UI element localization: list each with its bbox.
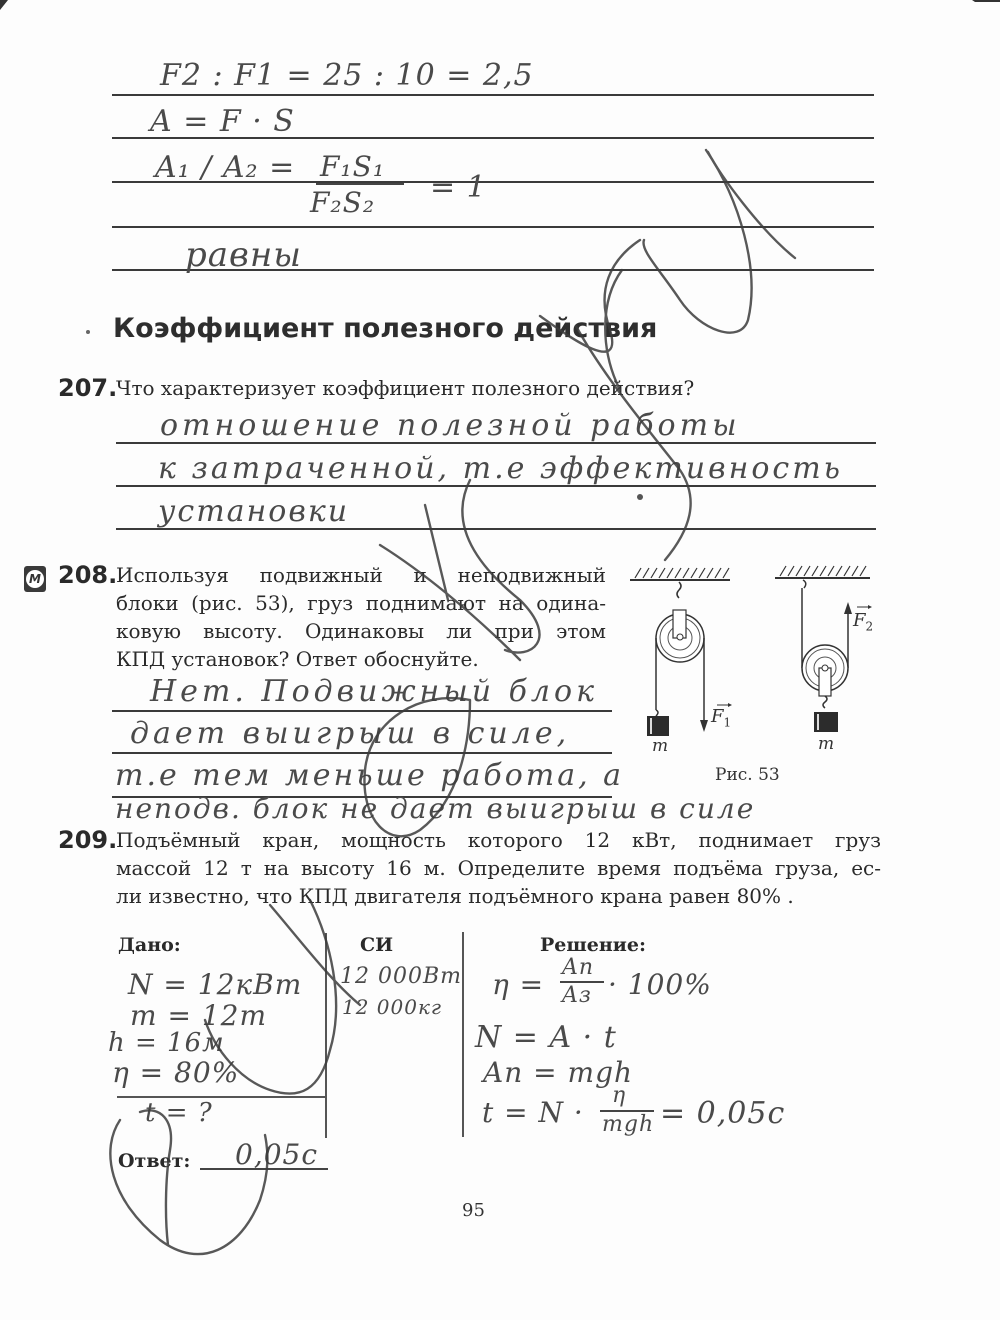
handwritten-work-ratio-denominator: F₂S₂ <box>310 186 376 219</box>
answer-208-line-1: Нет. Подвижный блок <box>150 674 598 709</box>
handwritten-equal-word: равны <box>185 235 302 275</box>
solution-final-rhs: = 0,05с <box>660 1096 786 1131</box>
si-mass: 12 000кг <box>342 995 443 1019</box>
section-title: Коэффициент полезного действия <box>113 313 658 344</box>
question-209-line-1: Подъёмный кран, мощность которого 12 кВт, поднимает груз <box>116 828 881 852</box>
given-height: h = 16м <box>108 1028 225 1058</box>
answer-207-line-2: к затраченной, т.е эффективность <box>158 451 843 486</box>
solution-final-denominator: mgh <box>602 1112 655 1137</box>
pulley-diagram <box>625 560 885 800</box>
question-209-line-3: ли известно, что КПД двигателя подъёмного крана равен 80% . <box>116 884 794 908</box>
answer-208-line-4: неподв. блок не дает выигрыш в силе <box>115 792 756 825</box>
solution-work-formula: Aп = mgh <box>483 1056 634 1089</box>
figure-caption: Рис. 53 <box>715 765 780 785</box>
question-208-line-2: блоки (рис. 53), груз поднимают на одина- <box>116 591 606 615</box>
handwritten-work-ratio-numerator: F₁S₁ <box>320 150 386 183</box>
question-number-209: 209. <box>58 826 118 854</box>
question-208-line-1: Используя подвижный и неподвижный <box>116 563 606 587</box>
solution-eta-lhs: η = <box>492 968 545 1001</box>
handwritten-work-ratio-rhs: = 1 <box>430 170 487 205</box>
solution-eta-denominator: Aз <box>562 983 592 1008</box>
force-f1-label: $F_1$ <box>711 706 732 730</box>
solution-final-numerator: η <box>612 1083 627 1108</box>
handwritten-work-formula: A = F · S <box>150 104 295 139</box>
question-208-line-3: ковую высоту. Одинаковы ли при этом <box>116 619 606 643</box>
solution-power-formula: N = A · t <box>475 1020 617 1055</box>
column-divider <box>462 932 464 1137</box>
ruled-line <box>112 226 874 228</box>
solution-label: Решение: <box>540 934 646 956</box>
question-207-text: Что характеризует коэффициент полезного действия? <box>116 376 695 400</box>
ruled-line <box>112 710 612 712</box>
ruled-line <box>112 94 874 96</box>
answer-208-line-3: т.е тем меньше работа, а <box>115 758 625 793</box>
find-time: t = ? <box>145 1098 213 1128</box>
mass-label-left: m <box>652 736 669 756</box>
question-number-207: 207. <box>58 374 118 402</box>
page-number: 95 <box>462 1200 485 1221</box>
force-f2-label: $F_2$ <box>853 610 874 634</box>
question-number-208: 208. <box>58 561 118 589</box>
given-power: N = 12кВт <box>128 968 303 1001</box>
solution-final-lhs: t = N · <box>482 1096 584 1129</box>
bullet-dot <box>86 330 90 334</box>
si-power: 12 000Вт <box>340 964 463 989</box>
solution-eta-numerator: Aп <box>562 955 595 980</box>
question-209-line-2: массой 12 т на высоту 16 м. Определите время подъёма груза, ес- <box>116 856 881 880</box>
handwritten-force-ratio: F2 : F1 = 25 : 10 = 2,5 <box>160 58 534 93</box>
m-badge-icon: М <box>24 566 46 592</box>
handwritten-work-ratio-lhs: A₁ / A₂ = <box>155 150 296 185</box>
si-label: СИ <box>360 934 394 956</box>
given-efficiency: η = 80% <box>112 1056 240 1089</box>
figure-53 <box>625 560 885 800</box>
answer-208-line-2: дает выигрыш в силе, <box>130 716 571 751</box>
question-208-line-4: КПД установок? Ответ обоснуйте. <box>116 647 479 671</box>
answer-label: Ответ: <box>118 1150 191 1172</box>
ruled-line <box>112 752 612 754</box>
fraction-bar <box>316 183 404 185</box>
solution-eta-rhs: · 100% <box>608 968 712 1001</box>
column-divider <box>325 933 327 1138</box>
answer-207-line-3: установки <box>158 494 350 529</box>
given-mass: m = 12т <box>130 999 267 1032</box>
answer-207-line-1: отношение полезной работы <box>160 408 741 443</box>
given-label: Дано: <box>118 934 181 956</box>
mass-label-right: m <box>818 734 835 754</box>
answer-value: 0,05с <box>235 1138 319 1171</box>
